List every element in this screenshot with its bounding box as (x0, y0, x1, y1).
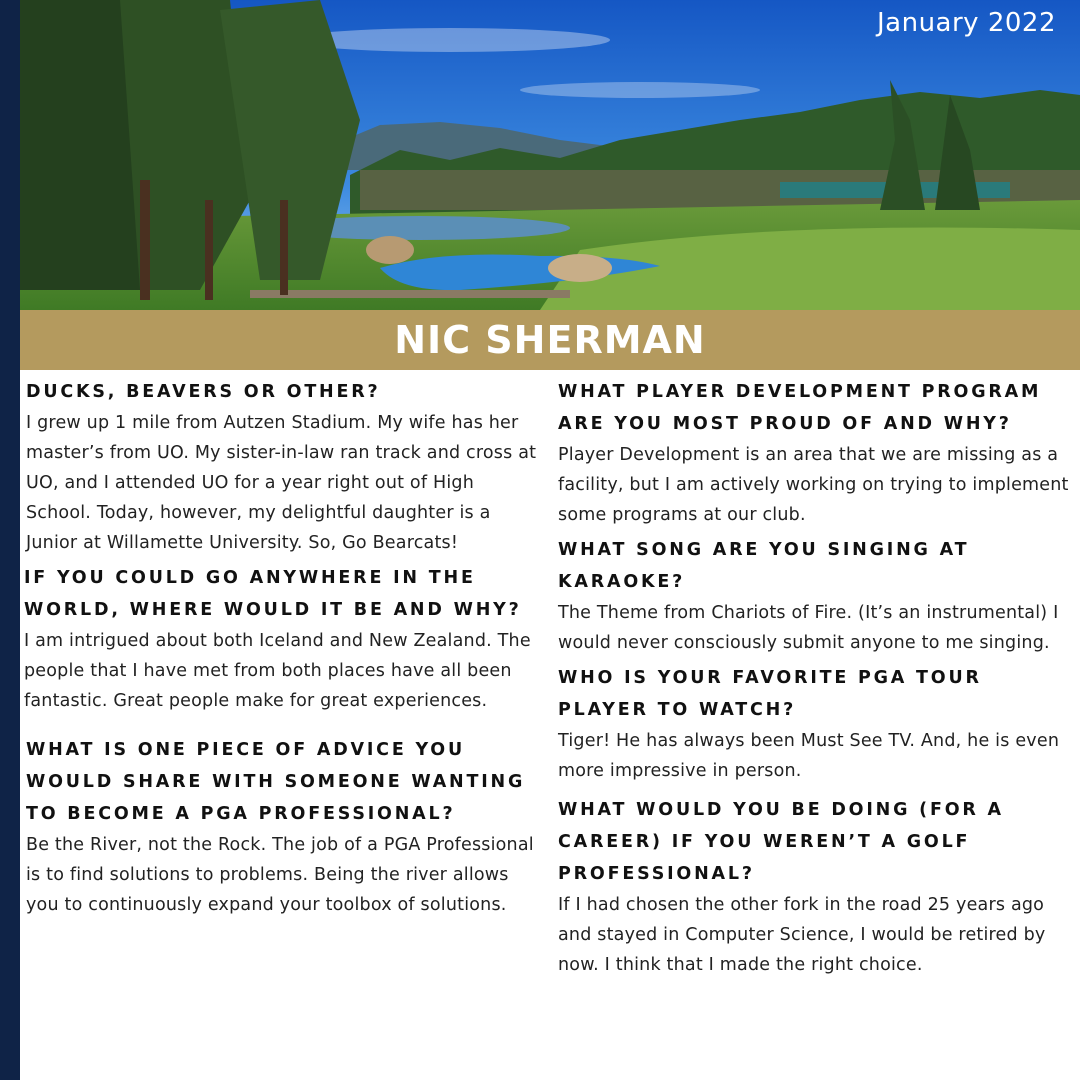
question-heading: IF YOU COULD GO ANYWHERE IN THE WORLD, WHERE WOULD IT BE AND WHY? (24, 568, 522, 620)
question-heading: WHAT WOULD YOU BE DOING (FOR A CAREER) IF YOU WEREN’T A GOLF PROFESSIONAL? (558, 800, 1004, 884)
left-column (26, 376, 538, 924)
name-banner (20, 310, 1080, 370)
question-heading: WHO IS YOUR FAVORITE PGA TOUR PLAYER TO WATCH? (558, 668, 982, 720)
answer-text: The Theme from Chariots of Fire. (It’s an instrumental) I would never consciously submit anyone to me singing. (558, 603, 1059, 653)
answer-text: I grew up 1 mile from Autzen Stadium. My wife has her master’s from UO. My sister-in-law ran track and cross at UO, and I attended UO for a year right out of High School. Today, however, my delightful daughter is a Junior at Willamette University. So, Go Bearcats! (26, 413, 537, 553)
answer-text: If I had chosen the other fork in the road 25 years ago and stayed in Computer Science, I would be retired by now. I think that I made the right choice. (558, 895, 1046, 975)
member-name: NIC SHERMAN (394, 318, 706, 362)
right-column (558, 376, 1070, 984)
answer-text: Player Development is an area that we are missing as a facility, but I am actively working on trying to implement some programs at our club. (558, 445, 1069, 525)
left-accent-bar (0, 0, 20, 1080)
answer-text: I am intrigued about both Iceland and New Zealand. The people that I have met from both places have all been fantastic. Great people make for great experiences. (24, 631, 531, 711)
question-heading: DUCKS, BEAVERS OR OTHER? (26, 382, 381, 402)
issue-date: January 2022 (877, 8, 1056, 38)
answer-text: Tiger! He has always been Must See TV. And, he is even more impressive in person. (558, 731, 1060, 781)
question-heading: WHAT SONG ARE YOU SINGING AT KARAOKE? (558, 540, 970, 592)
golf-course-photo (20, 0, 1080, 310)
question-heading: WHAT IS ONE PIECE OF ADVICE YOU WOULD SHARE WITH SOMEONE WANTING TO BECOME A PGA PROFESSIONAL? (26, 740, 526, 824)
question-heading: WHAT PLAYER DEVELOPMENT PROGRAM ARE YOU MOST PROUD OF AND WHY? (558, 382, 1042, 434)
answer-text: Be the River, not the Rock. The job of a PGA Professional is to find solutions to problems. Being the river allows you to continuously expand your toolbox of solutions. (26, 835, 534, 915)
